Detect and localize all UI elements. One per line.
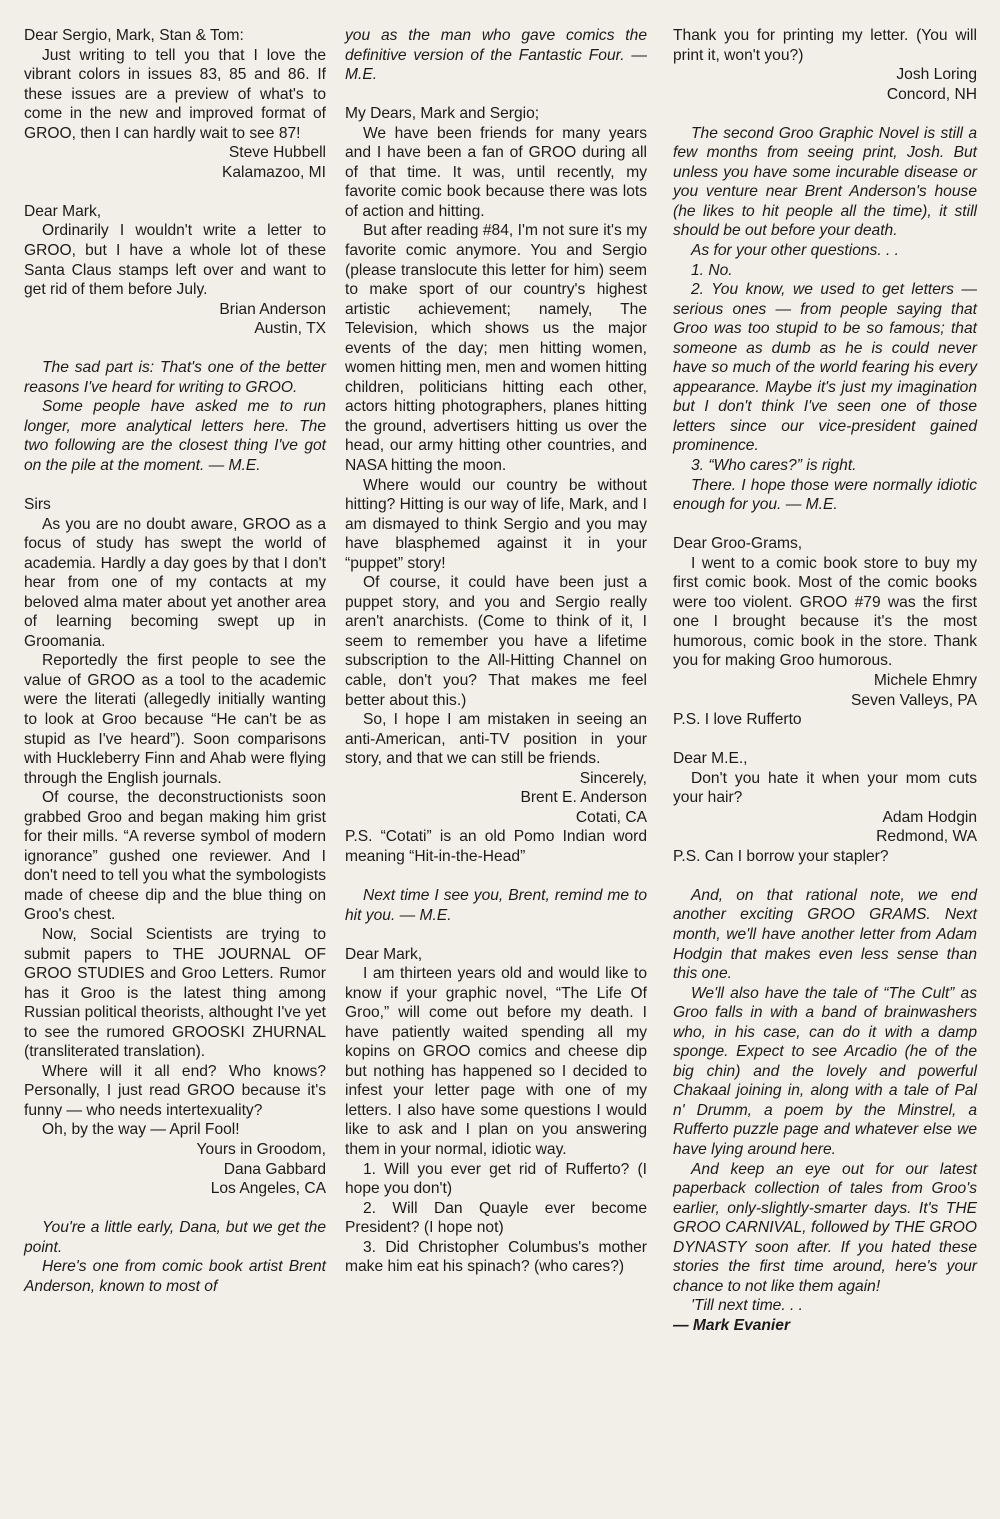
letter-paragraph: As you are no doubt aware, GROO as a focus of study has swept the world of academia. Hardly a day goes by that I don't hear from one of my contacts at my beloved alma mater about yet another area of learning becoming swept up in Groomania. bbox=[24, 515, 326, 650]
block-spacer bbox=[24, 1199, 326, 1219]
letter-salutation: Dear Groo-Grams, bbox=[673, 535, 803, 553]
letter-signoff-line: Sincerely, bbox=[579, 769, 647, 787]
block-spacer bbox=[673, 730, 977, 750]
editor-paragraph: The second Groo Graphic Novel is still a few months from seeing print, Josh. But unless you have some incurable disease or you venture near Brent Anderson's house (he likes to hit people all the time), it still should be out before your death. bbox=[673, 124, 977, 240]
letter-paragraph: I went to a comic book store to buy my first comic book. Most of the comic books were too violent. GROO #79 was the first one I brought because it's the most humorous, comic book in the store. Thank you for making Groo humorous. bbox=[673, 554, 977, 670]
letter-signoff-line: Adam Hodgin bbox=[882, 808, 977, 826]
editor-paragraph: Some people have asked me to run longer, more analytical letters here. The two following are the closest thing I've got on the pile at the moment. — M.E. bbox=[24, 398, 326, 474]
letter-paragraph: So, I hope I am mistaken in seeing an anti-American, anti-TV position in your story, and that we can still be friends. bbox=[345, 711, 647, 768]
editor-paragraph: 2. You know, we used to get letters — serious ones — from people saying that Groo was too stupid to be so famous; that someone as dumb as he is could never have so much of the world fearing his every appearance. Maybe it's just my imagination but I don't think I've seen one of those letters since our vice-president gained prominence. bbox=[673, 281, 977, 455]
block-spacer bbox=[24, 475, 326, 495]
letter-salutation: Sirs bbox=[24, 495, 51, 513]
reader-letter bbox=[345, 104, 647, 866]
letter-signoff-line: Cotati, CA bbox=[575, 808, 647, 826]
block-spacer bbox=[345, 85, 647, 105]
letter-paragraph: Reportedly the first people to see the value of GROO as a tool to the academic were the literati (allegedly initially wanting to look at Groo because “He can't be as stupid as I've heard”). Soon comparisons with Huckleberry Finn and Ahab were flying through the English journals. bbox=[24, 652, 326, 787]
editor-reply bbox=[24, 358, 326, 475]
letter-salutation: Dear Sergio, Mark, Stan & Tom: bbox=[24, 27, 244, 44]
letter-postscript: P.S. I love Rufferto bbox=[673, 711, 802, 729]
editor-paragraph: Next time I see you, Brent, remind me to hit you. — M.E. bbox=[345, 886, 647, 924]
letter-paragraph: Now, Social Scientists are trying to submit papers to THE JOURNAL OF GROO STUDIES and Groo Letters. Rumor has it Groo is the latest thing among Russian political theorists, althought I've yet to see the rumored GROOSKI ZHURNAL (transliterated translation). bbox=[24, 926, 327, 1061]
editor-reply bbox=[673, 886, 977, 1336]
reader-letter bbox=[24, 26, 326, 182]
letter-postscript: P.S. “Cotati” is an old Pomo Indian word meaning “Hit-in-the-Head” bbox=[345, 828, 647, 865]
column-2 bbox=[345, 26, 647, 1277]
letter-salutation: Dear Mark, bbox=[24, 202, 102, 220]
letter-signoff-line: Brian Anderson bbox=[219, 300, 326, 318]
letter-paragraph: But after reading #84, I'm not sure it's my favorite comic anymore. You and Sergio (please translocute this letter for him) seem to make sport of our country's highest artistic achievement; namely, The Television, which shows us the major events of the day; men hitting women, women hitting men, men and women hitting children, politicians hitting each other, actors hitting photographers, planes hitting the ground, advertisers hitting us over the head, our army hitting other countries, and NASA hitting the moon. bbox=[345, 222, 647, 474]
block-spacer bbox=[345, 925, 647, 945]
letter-signoff-line: Los Angeles, CA bbox=[210, 1180, 326, 1198]
letter-paragraph: Oh, by the way — April Fool! bbox=[42, 1121, 240, 1139]
editor-reply bbox=[345, 886, 647, 925]
letter-paragraph: We have been friends for many years and I have been a fan of GROO during all of that time. It was, until recently, my favorite comic book because there was lots of action and hitting. bbox=[345, 124, 647, 220]
letter-paragraph: 2. Will Dan Quayle ever become President? (I hope not) bbox=[345, 1199, 647, 1237]
letter-signoff-line: Dana Gabbard bbox=[223, 1160, 326, 1178]
letter-signoff-line: Kalamazoo, MI bbox=[221, 163, 326, 181]
letter-paragraph: Of course, the deconstructionists soon grabbed Groo and began making him grist for their mills. “A reverse symbol of modern ignorance” gushed one reviewer. And I don't need to tell you what the symbologists made of cheese dip and the blue thing on Groo's chest. bbox=[24, 789, 326, 924]
letter-paragraph: 3. Did Christopher Columbus's mother make him eat his spinach? (who cares?) bbox=[345, 1238, 647, 1276]
column-1 bbox=[24, 26, 326, 1296]
letter-signoff-line: Michele Ehmry bbox=[873, 671, 977, 689]
letter-signoff-line: Redmond, WA bbox=[876, 828, 977, 846]
letter-postscript: P.S. Can I borrow your stapler? bbox=[673, 847, 889, 865]
editor-reply bbox=[24, 1218, 326, 1296]
editor-paragraph: you as the man who gave comics the definitive version of the Fantastic Four. — M.E. bbox=[345, 27, 647, 84]
editor-paragraph: And, on that rational note, we end another exciting GROO GRAMS. Next month, we'll have another letter from Adam Hodgin that makes even less sense than this one. bbox=[673, 886, 977, 983]
editor-signature: — Mark Evanier bbox=[673, 1316, 791, 1334]
block-spacer bbox=[673, 104, 977, 124]
letter-paragraph: 1. Will you ever get rid of Rufferto? (I hope you don't) bbox=[345, 1160, 647, 1198]
editor-paragraph: 3. “Who cares?” is right. bbox=[691, 456, 857, 474]
block-spacer bbox=[24, 339, 326, 359]
editor-paragraph: Here's one from comic book artist Brent Anderson, known to most of bbox=[24, 1258, 326, 1295]
editor-reply bbox=[345, 26, 647, 85]
block-spacer bbox=[345, 866, 647, 886]
editor-paragraph: The sad part is: That's one of the better reasons I've heard for writing to GROO. bbox=[24, 359, 326, 396]
letter-salutation: Dear M.E., bbox=[673, 750, 748, 768]
editor-paragraph: You're a little early, Dana, but we get the point. bbox=[24, 1219, 326, 1256]
editor-paragraph: There. I hope those were normally idiotic enough for you. — M.E. bbox=[673, 476, 977, 514]
block-spacer bbox=[673, 515, 977, 535]
editor-paragraph: 'Till next time. . . bbox=[691, 1297, 804, 1315]
letter-signoff-line: Austin, TX bbox=[254, 320, 326, 338]
editor-paragraph: 1. No. bbox=[691, 261, 733, 279]
letter-paragraph: Of course, it could have been just a puppet story, and you and Sergio really aren't anarchists. (Come to think of it, I seem to remember you have a lifetime subscription to the All-Hitting Channel on cable, don't you? That makes me feel better about this.) bbox=[345, 574, 647, 709]
column-3 bbox=[673, 26, 977, 1335]
block-spacer bbox=[673, 866, 977, 886]
reader-letter bbox=[24, 202, 326, 339]
letter-signoff-line: Brent E. Anderson bbox=[520, 789, 647, 807]
reader-letter bbox=[24, 495, 326, 1199]
letter-signoff-line: Josh Loring bbox=[896, 66, 977, 84]
reader-letter bbox=[673, 749, 977, 866]
editor-paragraph: We'll also have the tale of “The Cult” as Groo falls in with a band of brainwashers who, in his case, can do it with a damp sponge. Expect to see Arcadio (he of the big chin) and the lovely and powerful Chakaal joining in, along with a tale of Pal n' Drumm, a poem by the Minstrel, a Rufferto puzzle page and whatever else we have lying around here. bbox=[673, 984, 977, 1158]
letter-paragraph: Where will it all end? Who knows? Personally, I just read GROO because it's funny — who needs intertexuality? bbox=[24, 1062, 326, 1119]
reader-letter bbox=[345, 945, 647, 1277]
letter-paragraph: Thank you for printing my letter. (You will print it, won't you?) bbox=[673, 27, 977, 64]
letter-paragraph: I am thirteen years old and would like to know if your graphic novel, “The Life Of Groo,” will come out before my death. I have patiently waited spending all my kopins on GROO comics and cheese dip but nothing has happened so I decided to infest your letter page with one of my letters. I also have some questions I would like to ask and I plan on you answering them in your normal, idiotic way. bbox=[345, 965, 647, 1159]
letter-paragraph: Where would our country be without hitting? Hitting is our way of life, Mark, and I am dismayed to think Sergio and you may have blasphemed against it in your “puppet” story! bbox=[345, 476, 647, 572]
letter-salutation: My Dears, Mark and Sergio; bbox=[345, 105, 540, 123]
letter-signoff-line: Yours in Groodom, bbox=[196, 1141, 326, 1159]
reader-letter bbox=[673, 26, 977, 104]
editor-paragraph: As for your other questions. . . bbox=[691, 241, 900, 259]
letter-signoff-line: Seven Valleys, PA bbox=[851, 691, 977, 709]
letter-paragraph: Ordinarily I wouldn't write a letter to GROO, but I have a whole lot of these Santa Claus stamps left over and want to get rid of them before July. bbox=[24, 222, 326, 299]
letter-salutation: Dear Mark, bbox=[345, 945, 423, 963]
block-spacer bbox=[24, 182, 326, 202]
letter-paragraph: Don't you hate it when your mom cuts your hair? bbox=[673, 769, 977, 807]
reader-letter bbox=[673, 534, 977, 729]
letter-paragraph: Just writing to tell you that I love the vibrant colors in issues 83, 85 and 86. If these issues are a preview of what's to come in the new and improved format of GROO, then I can hardly wait to see 87! bbox=[24, 46, 326, 142]
editor-reply bbox=[673, 124, 977, 515]
letter-signoff-line: Steve Hubbell bbox=[228, 144, 326, 162]
editor-paragraph: And keep an eye out for our latest paperback collection of tales from Groo's earlier, only-slightly-smarter days. It's THE GROO CARNIVAL, followed by THE GROO DYNASTY soon after. If you hated these stories the first time around, here's your chance to not like them again! bbox=[673, 1160, 977, 1295]
letter-signoff-line: Concord, NH bbox=[886, 85, 977, 103]
